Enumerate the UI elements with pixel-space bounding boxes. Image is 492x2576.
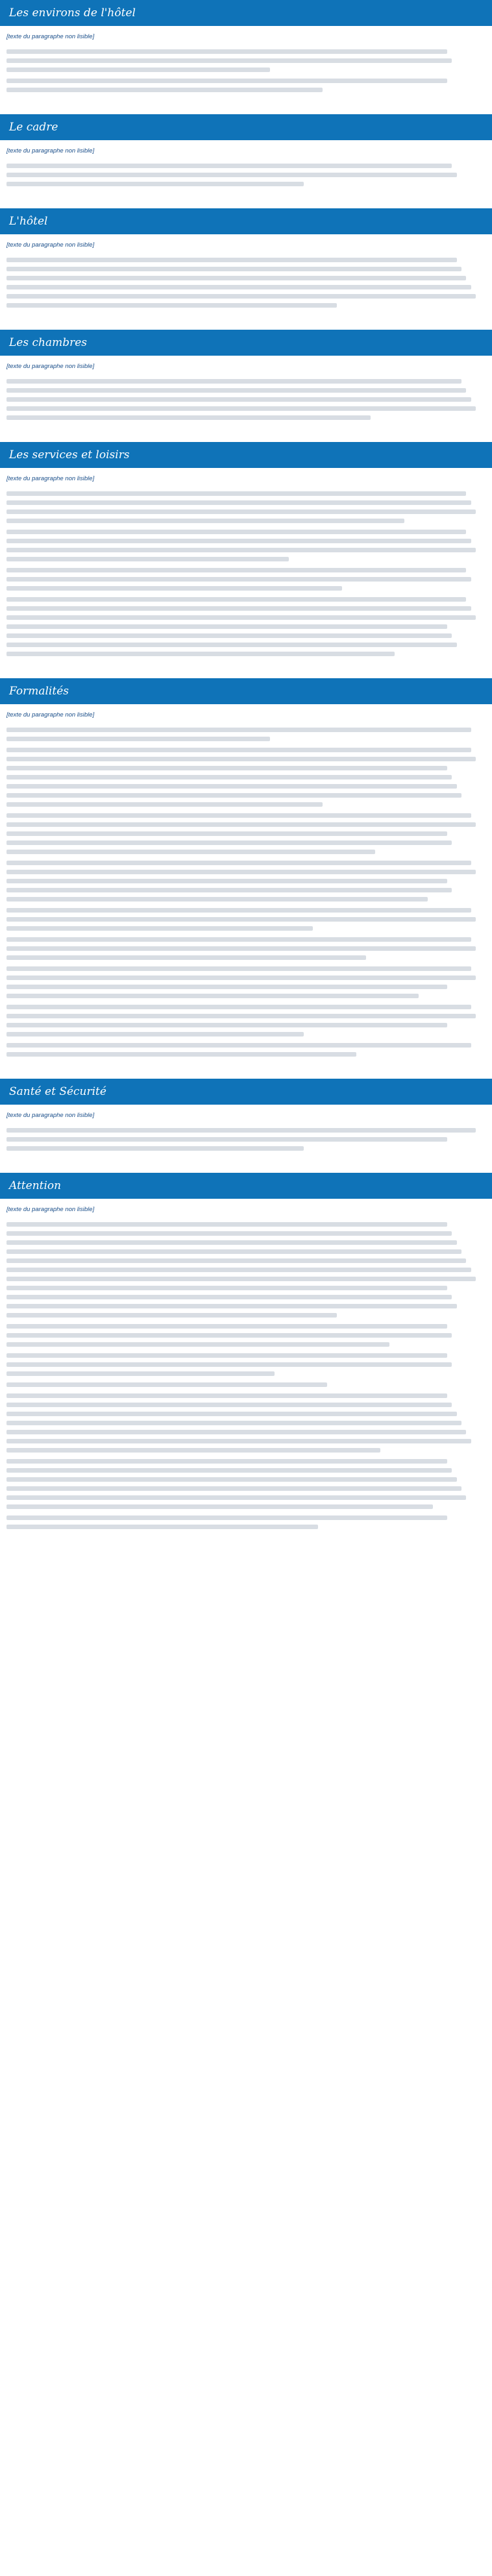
section-spacer (0, 99, 492, 114)
paragraph-placeholder (6, 813, 486, 854)
text-line-placeholder (6, 173, 457, 177)
paragraph-placeholder (6, 966, 486, 998)
paragraph-placeholder (6, 530, 486, 561)
text-line-placeholder (6, 831, 447, 836)
section-2 (0, 208, 492, 330)
paragraph-placeholder (6, 748, 486, 807)
paragraph-placeholder (6, 1393, 486, 1453)
text-line-placeholder (6, 784, 457, 789)
paragraph-placeholder (6, 1382, 486, 1387)
section-title: Les services et loisirs (0, 442, 492, 468)
text-line-placeholder (6, 1448, 380, 1453)
placeholder-note: [texte du paragraphe non lisible] (6, 475, 95, 482)
text-line-placeholder (6, 775, 452, 779)
paragraph-placeholder (6, 728, 486, 741)
paragraph-placeholder (6, 1222, 486, 1318)
text-line-placeholder (6, 1342, 389, 1347)
text-line-placeholder (6, 822, 476, 827)
section-spacer (0, 1157, 492, 1173)
text-line-placeholder (6, 1371, 275, 1376)
text-line-placeholder (6, 294, 476, 299)
text-line-placeholder (6, 624, 447, 629)
text-line-placeholder (6, 975, 476, 980)
text-line-placeholder (6, 615, 476, 620)
text-line-placeholder (6, 388, 466, 393)
text-line-placeholder (6, 793, 461, 798)
text-line-placeholder (6, 379, 461, 384)
placeholder-note: [texte du paragraphe non lisible] (6, 1206, 95, 1213)
text-line-placeholder (6, 840, 452, 845)
text-line-placeholder (6, 586, 342, 591)
text-line-placeholder (6, 1052, 356, 1057)
text-line-placeholder (6, 1222, 447, 1227)
paragraph-placeholder (6, 597, 486, 656)
text-line-placeholder (6, 748, 471, 752)
section-3 (0, 330, 492, 442)
text-line-placeholder (6, 728, 471, 732)
text-line-placeholder (6, 1477, 457, 1482)
text-line-placeholder (6, 276, 466, 280)
text-line-placeholder (6, 557, 289, 561)
text-line-placeholder (6, 1393, 447, 1398)
text-line-placeholder (6, 1333, 452, 1338)
paragraph-placeholder (6, 379, 486, 420)
text-line-placeholder (6, 491, 466, 496)
section-0 (0, 0, 492, 114)
paragraph-placeholder (6, 1515, 486, 1529)
paragraph-placeholder (6, 1459, 486, 1509)
text-line-placeholder (6, 1421, 461, 1425)
paragraph-placeholder (6, 1005, 486, 1037)
section-body (0, 362, 492, 426)
text-line-placeholder (6, 1286, 447, 1290)
text-line-placeholder (6, 519, 404, 523)
text-line-placeholder (6, 285, 471, 289)
section-body (0, 32, 492, 99)
text-line-placeholder (6, 908, 471, 913)
section-spacer (0, 314, 492, 330)
text-line-placeholder (6, 643, 457, 647)
paragraph-placeholder (6, 49, 486, 72)
text-line-placeholder (6, 1268, 471, 1272)
text-line-placeholder (6, 548, 476, 552)
placeholder-note: [texte du paragraphe non lisible] (6, 1112, 95, 1119)
section-title: Le cadre (0, 114, 492, 140)
text-line-placeholder (6, 966, 471, 971)
section-spacer (0, 1536, 492, 1551)
text-line-placeholder (6, 577, 471, 582)
placeholder-note: [texte du paragraphe non lisible] (6, 241, 95, 249)
text-line-placeholder (6, 1258, 466, 1263)
text-line-placeholder (6, 1032, 304, 1037)
section-title: Formalités (0, 678, 492, 704)
text-line-placeholder (6, 861, 471, 865)
text-line-placeholder (6, 1324, 447, 1329)
text-line-placeholder (6, 1304, 457, 1308)
section-4 (0, 442, 492, 678)
text-line-placeholder (6, 509, 476, 514)
text-line-placeholder (6, 994, 419, 998)
text-line-placeholder (6, 397, 471, 402)
text-line-placeholder (6, 1515, 447, 1520)
text-line-placeholder (6, 1495, 466, 1500)
text-line-placeholder (6, 1137, 447, 1142)
section-spacer (0, 426, 492, 442)
section-title: Attention (0, 1173, 492, 1199)
text-line-placeholder (6, 1313, 337, 1318)
text-line-placeholder (6, 1486, 461, 1491)
paragraph-placeholder (6, 491, 486, 523)
text-line-placeholder (6, 1403, 452, 1407)
text-line-placeholder (6, 917, 476, 922)
text-line-placeholder (6, 1128, 476, 1133)
text-line-placeholder (6, 879, 447, 883)
text-line-placeholder (6, 415, 371, 420)
text-line-placeholder (6, 652, 395, 656)
text-line-placeholder (6, 303, 337, 308)
text-line-placeholder (6, 737, 270, 741)
placeholder-note: [texte du paragraphe non lisible] (6, 363, 95, 370)
text-line-placeholder (6, 58, 452, 63)
text-line-placeholder (6, 539, 471, 543)
paragraph-placeholder (6, 908, 486, 931)
section-spacer (0, 663, 492, 678)
section-spacer (0, 1063, 492, 1079)
paragraph-placeholder (6, 1353, 486, 1376)
text-line-placeholder (6, 955, 366, 960)
text-line-placeholder (6, 1043, 471, 1048)
text-line-placeholder (6, 164, 452, 168)
text-line-placeholder (6, 757, 476, 761)
text-line-placeholder (6, 79, 447, 83)
text-line-placeholder (6, 813, 471, 818)
text-line-placeholder (6, 1277, 476, 1281)
paragraph-placeholder (6, 937, 486, 960)
section-body (0, 1111, 492, 1157)
text-line-placeholder (6, 802, 323, 807)
text-line-placeholder (6, 606, 471, 611)
section-6 (0, 1079, 492, 1173)
text-line-placeholder (6, 1249, 461, 1254)
text-line-placeholder (6, 897, 428, 902)
text-line-placeholder (6, 267, 461, 271)
text-line-placeholder (6, 946, 476, 951)
text-line-placeholder (6, 258, 457, 262)
text-line-placeholder (6, 1525, 318, 1529)
text-line-placeholder (6, 1146, 304, 1151)
text-line-placeholder (6, 850, 375, 854)
placeholder-note: [texte du paragraphe non lisible] (6, 33, 95, 40)
text-line-placeholder (6, 1240, 457, 1245)
paragraph-placeholder (6, 1128, 486, 1151)
section-body (0, 1205, 492, 1536)
section-5 (0, 678, 492, 1079)
text-line-placeholder (6, 530, 466, 534)
section-title: Les environs de l'hôtel (0, 0, 492, 26)
paragraph-placeholder (6, 1043, 486, 1057)
paragraph-placeholder (6, 79, 486, 92)
paragraph-placeholder (6, 258, 486, 308)
text-line-placeholder (6, 633, 452, 638)
text-line-placeholder (6, 49, 447, 54)
text-line-placeholder (6, 1023, 447, 1027)
text-line-placeholder (6, 67, 270, 72)
text-line-placeholder (6, 985, 447, 989)
text-line-placeholder (6, 182, 304, 186)
text-line-placeholder (6, 1439, 471, 1443)
placeholder-note: [texte du paragraphe non lisible] (6, 711, 95, 718)
text-line-placeholder (6, 406, 476, 411)
section-body (0, 474, 492, 663)
section-title: Les chambres (0, 330, 492, 356)
text-line-placeholder (6, 88, 323, 92)
text-line-placeholder (6, 1362, 452, 1367)
text-line-placeholder (6, 1353, 447, 1358)
text-line-placeholder (6, 1382, 327, 1387)
text-line-placeholder (6, 568, 466, 572)
section-body (0, 241, 492, 314)
text-line-placeholder (6, 888, 452, 892)
paragraph-placeholder (6, 568, 486, 591)
section-body (0, 147, 492, 193)
text-line-placeholder (6, 926, 313, 931)
text-line-placeholder (6, 597, 466, 602)
text-line-placeholder (6, 766, 447, 770)
text-line-placeholder (6, 1504, 433, 1509)
section-7 (0, 1173, 492, 1551)
section-title: Santé et Sécurité (0, 1079, 492, 1105)
text-line-placeholder (6, 1295, 452, 1299)
text-line-placeholder (6, 1459, 447, 1464)
text-line-placeholder (6, 1014, 476, 1018)
text-line-placeholder (6, 1468, 452, 1473)
section-title: L'hôtel (0, 208, 492, 234)
text-line-placeholder (6, 870, 476, 874)
section-body (0, 711, 492, 1063)
text-line-placeholder (6, 1005, 471, 1009)
text-line-placeholder (6, 500, 471, 505)
placeholder-note: [texte du paragraphe non lisible] (6, 147, 95, 154)
section-spacer (0, 193, 492, 208)
section-1 (0, 114, 492, 208)
paragraph-placeholder (6, 164, 486, 186)
paragraph-placeholder (6, 1324, 486, 1347)
paragraph-placeholder (6, 861, 486, 902)
text-line-placeholder (6, 1231, 452, 1236)
text-line-placeholder (6, 937, 471, 942)
text-line-placeholder (6, 1412, 457, 1416)
text-line-placeholder (6, 1430, 466, 1434)
